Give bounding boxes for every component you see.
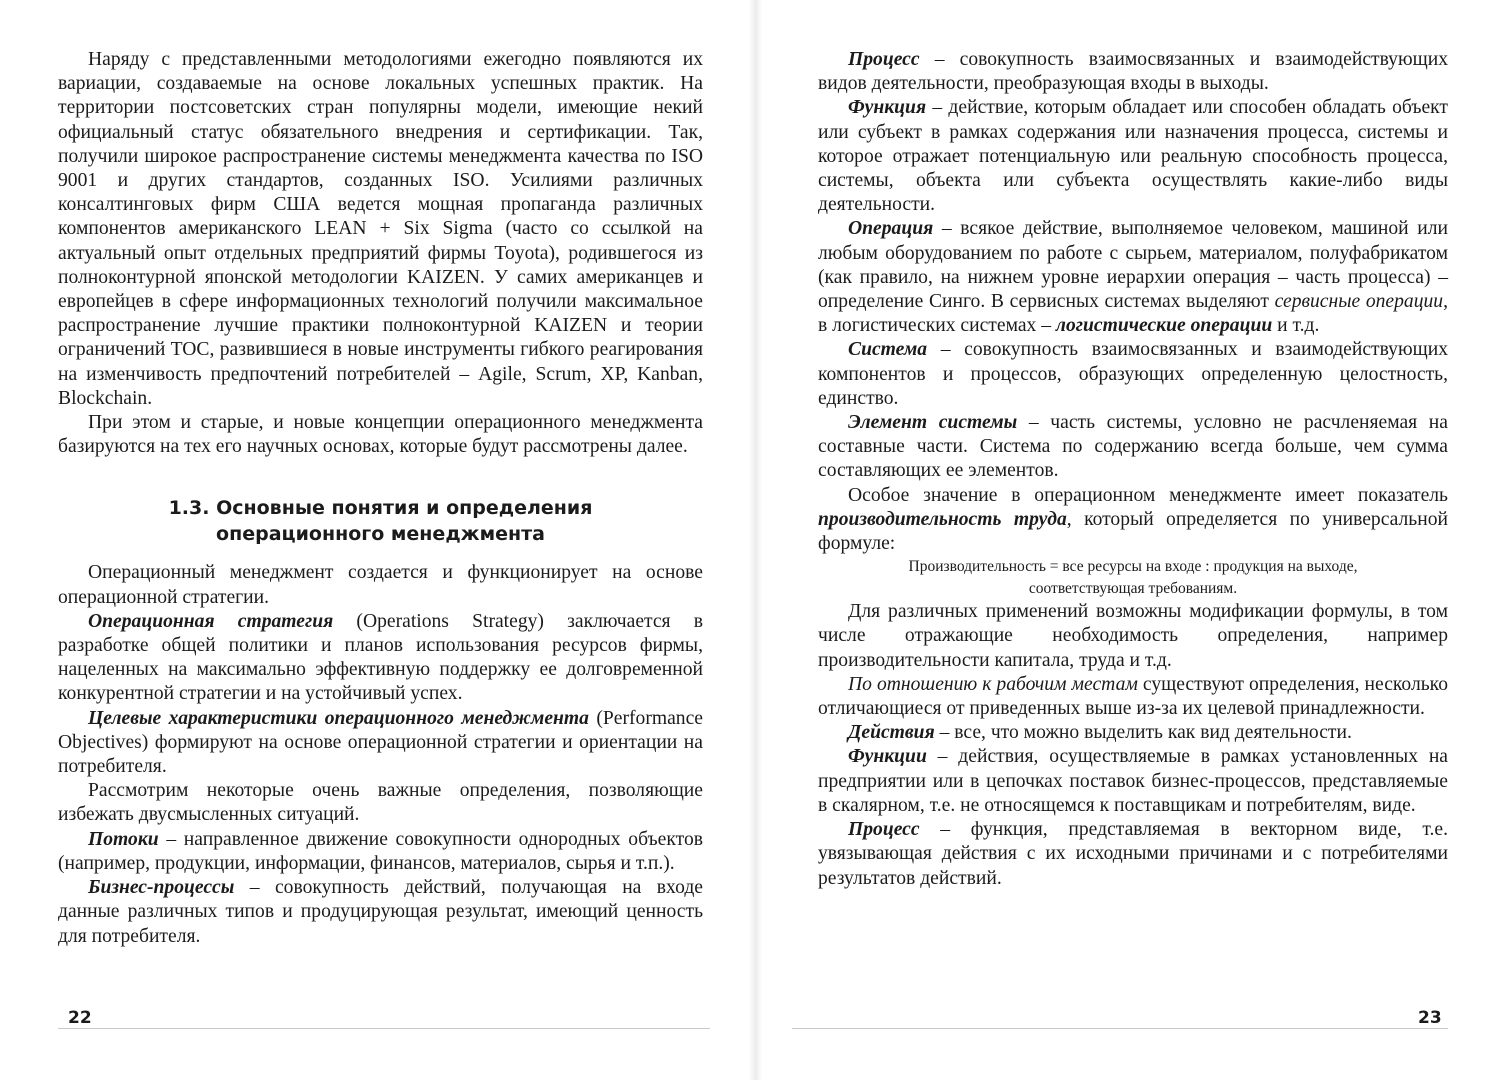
paragraph: Операционный менеджмент создается и функционирует на основе операционной стратегии. xyxy=(58,562,703,608)
definition-paragraph xyxy=(818,745,1448,818)
footer-rule-left xyxy=(58,1028,710,1029)
section-heading-line: операционного менеджмента xyxy=(216,523,545,546)
definition-term: Операционная стратегия xyxy=(88,610,334,632)
definition-paragraph xyxy=(58,707,703,780)
definition-term: Действия xyxy=(848,722,935,744)
definition-text: – совокупность взаимосвязанных и взаимодействующих компонентов и процессов, образующих определенную целостность, единство. xyxy=(818,339,1448,409)
definition-term: производительность труда xyxy=(818,508,1067,530)
page-number-left: 22 xyxy=(68,1008,92,1028)
definition-paragraph xyxy=(818,673,1448,721)
definition-text: – совокупность действий, получающая на входе данные различных типов и продуцирующая результат, имеющий ценность для потребителя. xyxy=(58,877,703,947)
paragraph-text: , который определяется по универсальной формуле: xyxy=(818,508,1448,555)
definition-text: – действие, которым обладает или способен обладать объект или субъект в рамках содержания или назначения процесса, системы и которое отражает потенциальную или реальную способность процесса, системы, объекта или субъекта осуществлять какие-либо виды деятельности. xyxy=(818,97,1448,216)
definition-term: Потоки xyxy=(88,828,159,850)
definition-term: Целевые характеристики операционного менеджмента xyxy=(88,707,589,729)
productivity-formula xyxy=(818,556,1448,600)
definition-text: существуют определения, несколько отличающиеся от приведенных выше из-за их целевой принадлежности. xyxy=(818,673,1448,720)
paragraph: Рассмотрим некоторые очень важные определения, позволяющие избежать двусмысленных ситуаций. xyxy=(58,780,703,826)
definition-text: – все, что можно выделить как вид деятельности. xyxy=(934,722,1352,744)
book-gutter xyxy=(748,0,762,1080)
footer-rule-right xyxy=(792,1028,1448,1029)
section-heading-line: 1.3. Основные понятия и определения xyxy=(168,497,593,520)
productivity-paragraph xyxy=(818,484,1448,557)
definition-text: , в логистических системах – xyxy=(818,291,1449,337)
definition-text: – направленное движение совокупности однородных объектов (например, продукции, информации, финансов, материалов, сырья и т.п.). xyxy=(58,828,703,874)
definition-term: Элемент системы xyxy=(848,412,1018,434)
definition-text: (Performance Objectives) формируют на основе операционной стратегии и ориентации на потребителя. xyxy=(58,707,703,778)
definition-term: Функция xyxy=(848,97,927,119)
definition-term: Операция xyxy=(848,218,934,240)
definition-term: Бизнес-процессы xyxy=(88,877,235,899)
definition-text: (Operations Strategy) заключается в разработке общей политики и планов использования ресурсов фирмы, нацеленных на максимально эффективную поддержку ее долговременной конкурентной стратегии и на устойчивый успех. xyxy=(58,610,703,705)
paragraph-text: Особое значение в операционном менеджменте имеет показатель xyxy=(848,484,1448,506)
definition-paragraph xyxy=(818,96,1448,217)
paragraph: При этом и старые, и новые концепции операционного менеджмента базируются на тех его научных основах, которые будут рассмотрены далее. xyxy=(58,412,703,458)
section-heading xyxy=(58,495,703,547)
definition-term: Процесс xyxy=(848,819,920,841)
definition-text: – часть системы, условно не расчленяемая на составные части. Система по содержанию всегда больше, чем сумма составляющих ее элементов. xyxy=(818,412,1448,482)
definition-paragraph xyxy=(818,411,1448,484)
definition-term: Система xyxy=(848,339,928,361)
definition-paragraph xyxy=(818,48,1448,96)
italic-term: сервисные операции xyxy=(1274,291,1444,313)
formula-line: Производительность = все ресурсы на входе : продукция на выходе, xyxy=(908,558,1358,576)
definition-text: и т.д. xyxy=(1272,315,1320,337)
definition-paragraph xyxy=(58,828,703,876)
right-page xyxy=(818,48,1448,1058)
definition-paragraph xyxy=(58,610,703,707)
definition-term: Процесс xyxy=(848,49,920,70)
definition-term: логистические операции xyxy=(1055,315,1273,337)
paragraph: Для различных применений возможны модификации формулы, в том числе отражающие необходимость определения, например производительности капитала, труда и т.д. xyxy=(818,601,1448,671)
definition-text: – действия, осуществляемые в рамках установленных на предприятии или в цепочках поставок бизнес-процессов, представляемые в скалярном, т.е. не относящемся к поставщикам и потребителям, виде. xyxy=(818,746,1448,816)
definition-paragraph xyxy=(818,217,1448,338)
definition-text: – функция, представляемая в векторном виде, т.е. увязывающая действия с их исходными причинами и с потребителями результатов действий. xyxy=(818,819,1448,889)
definition-paragraph xyxy=(818,338,1448,411)
definition-text: – всякое действие, выполняемое человеком, машиной или любым оборудованием по работе с сырьем, материалом, полуфабрикатом (как правило, на нижнем уровне иерархии операция – часть процесса) – определение Синго. В сервисных системах выделяют xyxy=(818,218,1448,313)
left-page xyxy=(58,48,703,1058)
page-number-right: 23 xyxy=(1418,1008,1442,1028)
paragraph: Наряду с представленными методологиями ежегодно появляются их вариации, создаваемые на основе локальных успешных практик. На территории постсоветских стран популярны модели, имеющие некий официальный статус обязательного внедрения и сертификации. Так, получили широкое распространение системы менеджмента качества по ISO 9001 и других стандартов, созданных ISO. Усилиями различных консалтинговых фирм США ведется мощная пропаганда различных компонентов американского LEAN + Six Sigma (часто со ссылкой на актуальный опыт отдельных предприятий фирмы Toyota), родившегося из полноконтурной японской методологии KAIZEN. У самих американцев и европейцев в сфере информационных технологий получили максимальное распространение лучшие практики полноконтурной KAIZEN и теории ограничений TOC, развившиеся в новые инструменты гибкого реагирования на изменчивость предпочтений потребителей – Agile, Scrum, XP, Kanban, Blockchain. xyxy=(58,49,703,409)
formula-line: соответствующая требованиям. xyxy=(1028,580,1238,598)
italic-term: По отношению к рабочим местам xyxy=(848,673,1138,695)
definition-text: – совокупность взаимосвязанных и взаимодействующих видов деятельности, преобразующая входы в выходы. xyxy=(818,49,1448,95)
definition-paragraph xyxy=(58,876,703,949)
definition-paragraph xyxy=(818,721,1448,745)
definition-term: Функции xyxy=(848,746,927,768)
definition-paragraph xyxy=(818,818,1448,891)
